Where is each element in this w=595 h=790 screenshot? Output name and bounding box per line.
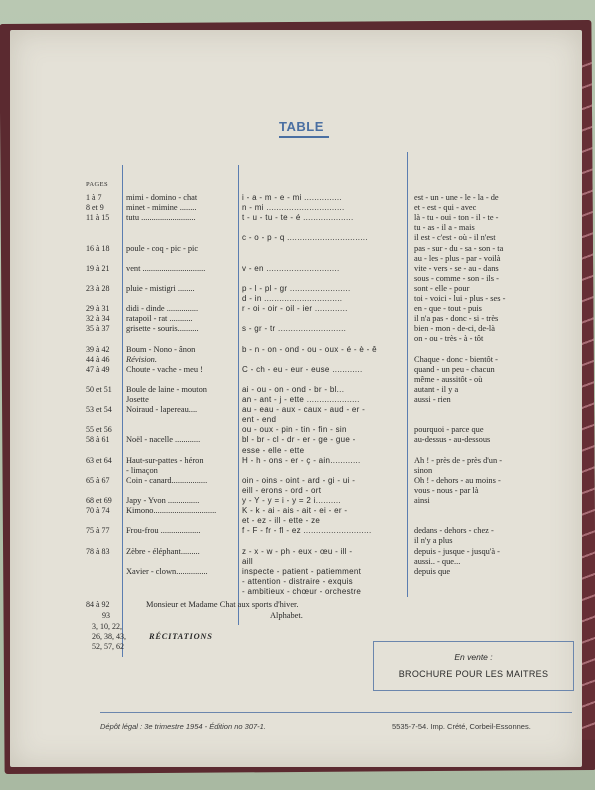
row-vocabulary: sont - elle - pour bbox=[414, 283, 470, 293]
row-vocabulary: même - aussitôt - où bbox=[414, 374, 483, 384]
row-pages: 68 et 69 bbox=[86, 496, 112, 505]
row-sounds: inspecte - patient - patiemment bbox=[242, 566, 362, 576]
row-vocabulary: toi - voici - lui - plus - ses - bbox=[414, 294, 506, 303]
row-vocabulary: aussi.. - que... bbox=[414, 556, 461, 566]
row-words: Japy - Yvon ............... bbox=[126, 496, 200, 505]
row-vocabulary: est - un - une - le - la - de bbox=[414, 193, 499, 202]
row-pages: 23 à 28 bbox=[86, 283, 110, 293]
row-pages: 78 à 83 bbox=[86, 546, 110, 556]
row-sounds: et - ez - ill - ette - ze bbox=[242, 516, 321, 526]
row-vocabulary: là - tu - oui - ton - il - te - bbox=[414, 213, 499, 223]
footer-printer: 5535-7-54. Imp. Crété, Corbeil-Essonnes. bbox=[392, 722, 531, 731]
row-vocabulary: vite - vers - se - au - dans bbox=[414, 263, 499, 273]
row-pages: 32 à 34 bbox=[86, 314, 110, 324]
row-pages: 47 à 49 bbox=[86, 364, 110, 374]
row-sounds: i - a - m - e - mi ............... bbox=[242, 193, 342, 202]
row-vocabulary: on - ou - très - à - tôt bbox=[414, 334, 484, 344]
row-vocabulary: pourquoi - parce que bbox=[414, 425, 484, 435]
row-words: tutu .......................... bbox=[126, 213, 196, 223]
row-words: Choute - vache - meu ! bbox=[126, 364, 203, 374]
row-pages: 35 à 37 bbox=[86, 324, 110, 334]
row-sounds: f - F - fr - fl - ez ........................... bbox=[242, 526, 372, 536]
recitation-pages-3: 52, 57, 62 bbox=[92, 642, 124, 651]
row-vocabulary: autant - il y a bbox=[414, 384, 459, 394]
row-sounds: p - l - pl - gr ........................ bbox=[242, 283, 351, 293]
row-vocabulary: ainsi bbox=[414, 496, 430, 505]
row-sounds: eill - erons - ord - ort bbox=[242, 485, 322, 495]
row-vocabulary: en - que - tout - puis bbox=[414, 304, 482, 314]
row-words: Josette bbox=[126, 395, 149, 404]
row-vocabulary: depuis que bbox=[414, 566, 451, 576]
row-vocabulary: depuis - jusque - jusqu'à - bbox=[414, 546, 500, 556]
pages-header: PAGES bbox=[86, 181, 108, 188]
row-vocabulary: Ah ! - près de - près d'un - bbox=[414, 455, 503, 465]
row-sounds: z - x - w - ph - eux - œu - ill - bbox=[242, 546, 353, 556]
row-sounds: n - mi ............................... bbox=[242, 203, 345, 213]
sale-notice-brochure: BROCHURE POUR LES MAITRES bbox=[398, 669, 549, 679]
row-pages: 63 et 64 bbox=[86, 455, 112, 465]
page-title: TABLE bbox=[279, 119, 324, 134]
row-vocabulary: quand - un peu - chacun bbox=[414, 364, 495, 374]
row-words: Zèbre - éléphant......... bbox=[126, 546, 200, 556]
row-vocabulary: vous - nous - par là bbox=[414, 485, 479, 495]
row-sounds: C - ch - eu - eur - euse ............ bbox=[242, 364, 363, 374]
row-sounds: esse - elle - ette bbox=[242, 445, 305, 455]
row-sounds: aill bbox=[242, 556, 253, 566]
recitation-pages-2: 26, 38, 43, bbox=[92, 632, 126, 641]
footer-rule bbox=[100, 712, 572, 713]
row-sounds: ent - end bbox=[242, 415, 277, 425]
row-pages: 11 à 15 bbox=[86, 213, 110, 223]
row-words: Coin - canard................. bbox=[126, 475, 208, 485]
row-words: Haut-sur-pattes - héron bbox=[126, 455, 204, 465]
row-vocabulary: dedans - dehors - chez - bbox=[414, 526, 494, 536]
row-vocabulary: et - est - qui - avec bbox=[414, 203, 477, 213]
row-pages: 39 à 42 bbox=[86, 344, 110, 354]
row-sounds: d - in ............................... bbox=[242, 294, 343, 303]
row-sounds: t - u - tu - te - é .................... bbox=[242, 213, 354, 223]
row-words: Kimono.............................. bbox=[126, 506, 217, 516]
row-sounds: - ambitieux - chœur - orchestre bbox=[242, 586, 362, 596]
row-sounds: c - o - p - q ................................ bbox=[242, 233, 368, 243]
row-sounds: H - h - ons - er - ç - ain............ bbox=[242, 455, 361, 465]
row-pages: 58 à 61 bbox=[86, 435, 110, 445]
sale-notice-label: En vente : bbox=[454, 652, 493, 662]
row-vocabulary: au-dessus - au-dessous bbox=[414, 435, 491, 445]
row-sounds: b - n - on - ond - ou - oux - é - è - ê bbox=[242, 344, 377, 354]
column-divider-3 bbox=[407, 152, 408, 597]
row-vocabulary: bien - mon - de-ci, de-là bbox=[414, 324, 495, 334]
row-pages: 53 et 54 bbox=[86, 405, 112, 415]
row-words: Boum - Nono - ânon bbox=[126, 344, 196, 354]
row-pages: 29 à 31 bbox=[86, 304, 110, 314]
row-vocabulary: il n'a pas - donc - si - très bbox=[414, 314, 499, 324]
row-words: Noiraud - lapereau.... bbox=[126, 405, 198, 415]
row-pages: 75 à 77 bbox=[86, 526, 110, 536]
row-words: - limaçon bbox=[126, 465, 158, 475]
row-sounds: an - ant - j - ette ..................... bbox=[242, 395, 360, 404]
row-pages: 16 à 18 bbox=[86, 243, 110, 253]
title-underline bbox=[279, 136, 329, 138]
row-sounds: bl - br - cl - dr - er - ge - gue - bbox=[242, 435, 356, 445]
row-vocabulary: au - les - plus - par - voilà bbox=[414, 253, 501, 263]
row-words: poule - coq - pic - pic bbox=[126, 243, 199, 253]
row-words: mimi - domino - chat bbox=[126, 193, 198, 202]
row-vocabulary: aussi - rien bbox=[414, 395, 451, 404]
row-vocabulary: pas - sur - du - sa - son - ta bbox=[414, 243, 504, 253]
row-words: minet - mimine ........ bbox=[126, 203, 197, 213]
row-sounds: K - k - ai - ais - ait - ei - er - bbox=[242, 506, 348, 516]
row-sounds: y - Y - y = i - y = 2 i.......... bbox=[242, 496, 341, 505]
row-pages: 55 et 56 bbox=[86, 425, 112, 435]
row-pages: 19 à 21 bbox=[86, 263, 110, 273]
row-vocabulary: sous - comme - son - ils - bbox=[414, 273, 499, 283]
row-pages: 8 et 9 bbox=[86, 203, 104, 213]
row-sounds: au - eau - aux - caux - aud - er - bbox=[242, 405, 366, 415]
row-words: Révision. bbox=[126, 354, 157, 364]
row-words: grisette - souris.......... bbox=[126, 324, 199, 334]
row-words: Boule de laine - mouton bbox=[126, 384, 207, 394]
row-words: vent .............................. bbox=[126, 263, 206, 273]
row-sounds: v - en ............................. bbox=[242, 263, 340, 273]
row-sounds: r - oi - oir - oil - ier ............. bbox=[242, 304, 348, 314]
sale-notice-box bbox=[373, 641, 574, 691]
row-words: Noël - nacelle ............ bbox=[126, 435, 201, 445]
row-words: Xavier - clown............... bbox=[126, 566, 208, 576]
row-pages: 50 et 51 bbox=[86, 384, 112, 394]
row-pages: 1 à 7 bbox=[86, 193, 102, 202]
alphabet-page: 93 bbox=[102, 611, 110, 620]
row-pages: 44 à 46 bbox=[86, 354, 110, 364]
row-vocabulary: il n'y a plus bbox=[414, 536, 453, 546]
sports-pages: 84 à 92 bbox=[86, 600, 110, 609]
row-sounds: s - gr - tr ........................... bbox=[242, 324, 347, 334]
row-vocabulary: tu - as - il a - mais bbox=[414, 223, 475, 233]
row-pages: 65 à 67 bbox=[86, 475, 110, 485]
row-vocabulary: sinon bbox=[414, 465, 433, 475]
row-sounds: oin - oins - oint - ard - gi - ui - bbox=[242, 475, 356, 485]
row-sounds: ai - ou - on - ond - br - bl... bbox=[242, 384, 345, 394]
recitations-label: RÉCITATIONS bbox=[149, 632, 213, 641]
row-sounds: - attention - distraire - exquis bbox=[242, 576, 353, 586]
row-vocabulary: Oh ! - dehors - au moins - bbox=[414, 475, 501, 485]
row-words: ratapoil - rat ........... bbox=[126, 314, 193, 324]
row-words: Frou-frou ................... bbox=[126, 526, 201, 536]
row-words: didi - dinde ............... bbox=[126, 304, 199, 314]
alphabet-title: Alphabet. bbox=[270, 611, 303, 620]
row-words: pluie - mistigri ........ bbox=[126, 283, 195, 293]
row-vocabulary: Chaque - donc - bientôt - bbox=[414, 354, 498, 364]
footer-legal-deposit: Dépôt légal : 3e trimestre 1954 - Édition no 307-1. bbox=[100, 722, 266, 731]
row-vocabulary: il est - c'est - où - il n'est bbox=[414, 233, 496, 243]
row-pages: 70 à 74 bbox=[86, 506, 110, 516]
row-sounds: ou - oux - pin - tin - fin - sin bbox=[242, 425, 347, 435]
column-divider-2 bbox=[238, 165, 239, 625]
sports-title: Monsieur et Madame Chat aux sports d'hiver. bbox=[146, 600, 299, 609]
column-divider-1 bbox=[122, 165, 123, 657]
recitation-pages-1: 3, 10, 22, bbox=[92, 622, 122, 631]
